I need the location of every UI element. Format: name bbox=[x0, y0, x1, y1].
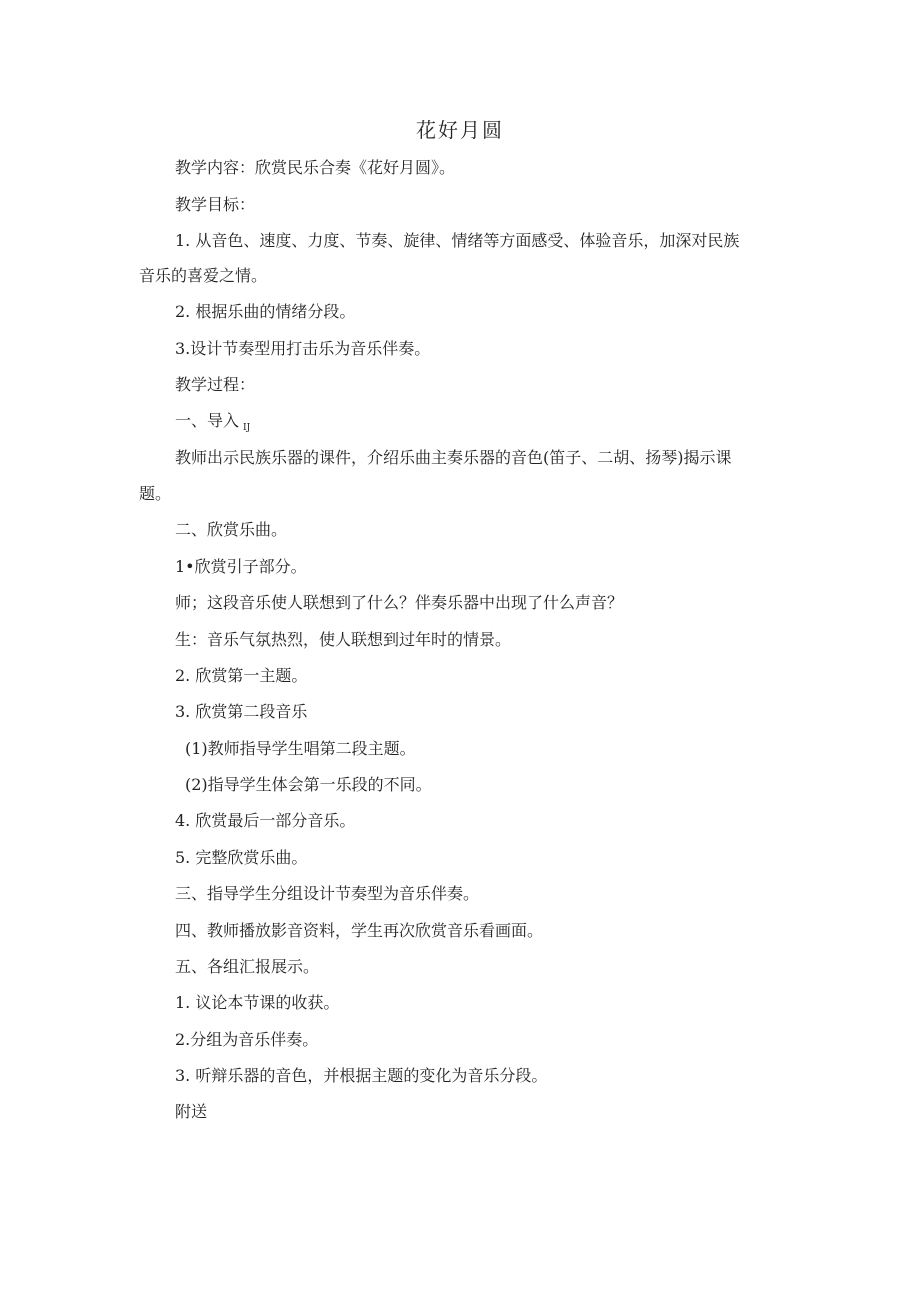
goal-3: 3.设计节奏型用打击乐为音乐伴奏。 bbox=[175, 339, 431, 358]
step-5-item-3: 3. 听辩乐器的音色，并根据主题的变化为音乐分段。 bbox=[175, 1066, 548, 1085]
step-2-heading: 二、欣赏乐曲。 bbox=[175, 520, 288, 539]
step-2-item-2: 2. 欣赏第一主题。 bbox=[175, 666, 308, 685]
step-2-item-4: 4. 欣赏最后一部分音乐。 bbox=[175, 811, 356, 830]
appendix-label: 附送 bbox=[175, 1102, 208, 1121]
process-heading: 教学过程： bbox=[175, 375, 256, 394]
goals-heading: 教学目标： bbox=[175, 195, 256, 214]
step-2-item-5: 5. 完整欣赏乐曲。 bbox=[175, 848, 308, 867]
step-1-mark: IJ bbox=[243, 423, 251, 433]
step-1-body-line-1: 教师出示民族乐器的课件，介绍乐曲主奏乐器的音色(笛子、二胡、扬琴)揭示课 bbox=[175, 448, 732, 467]
step-1-heading bbox=[175, 410, 250, 439]
step-2-student-line: 生：音乐气氛热烈，使人联想到过年时的情景。 bbox=[175, 630, 512, 649]
goal-2: 2. 根据乐曲的情绪分段。 bbox=[175, 302, 356, 321]
document-title: 花好月圆 bbox=[416, 118, 504, 142]
step-1-body-line-2: 题。 bbox=[139, 484, 172, 503]
step-2-item-3-sub-1: (1)教师指导学生唱第二段主题。 bbox=[185, 739, 416, 758]
step-5-item-1: 1. 议论本节课的收获。 bbox=[175, 993, 340, 1012]
goal-1-line-1: 1. 从音色、速度、力度、节奏、旋律、情绪等方面感受、体验音乐，加深对民族 bbox=[175, 231, 740, 250]
step-2-item-3: 3. 欣赏第二段音乐 bbox=[175, 702, 308, 721]
teaching-content: 教学内容：欣赏民乐合奏《花好月圆》。 bbox=[175, 158, 456, 177]
goal-1-line-2: 音乐的喜爱之情。 bbox=[139, 266, 268, 285]
step-5-item-2: 2.分组为音乐伴奏。 bbox=[175, 1030, 319, 1049]
step-4-heading: 四、教师播放影音资料，学生再次欣赏音乐看画面。 bbox=[175, 921, 544, 940]
step-2-item-3-sub-2: (2)指导学生体会第一乐段的不同。 bbox=[185, 775, 432, 794]
step-3-heading: 三、指导学生分组设计节奏型为音乐伴奏。 bbox=[175, 884, 480, 903]
step-2-teacher-line: 师；这段音乐使人联想到了什么？伴奏乐器中出现了什么声音？ bbox=[175, 593, 624, 612]
step-2-item-1: 1•欣赏引子部分。 bbox=[175, 557, 307, 576]
step-5-heading: 五、各组汇报展示。 bbox=[175, 957, 320, 976]
step-1-label: 一、导入 bbox=[175, 411, 240, 430]
